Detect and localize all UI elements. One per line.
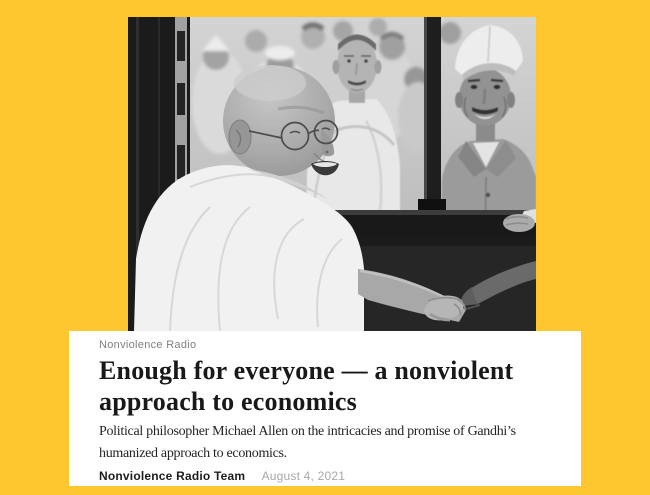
excerpt-line-2: humanized approach to economics.	[99, 446, 287, 461]
article-card[interactable]	[69, 331, 581, 486]
article-date: August 4, 2021	[261, 469, 346, 483]
title-line-1: Enough for everyone — a nonviolent	[99, 356, 514, 385]
article-excerpt	[99, 421, 555, 465]
author-link[interactable]: Nonviolence Radio Team	[99, 469, 246, 483]
category-link[interactable]: Nonviolence Radio	[99, 339, 197, 351]
article-title[interactable]	[99, 355, 555, 417]
gandhi-photo-illustration	[128, 17, 536, 331]
title-line-2: approach to economics	[99, 387, 357, 416]
article-photo[interactable]	[128, 17, 536, 331]
excerpt-line-1: Political philosopher Michael Allen on the intricacies and promise of Gandhi’s	[99, 424, 516, 439]
byline	[99, 470, 555, 483]
